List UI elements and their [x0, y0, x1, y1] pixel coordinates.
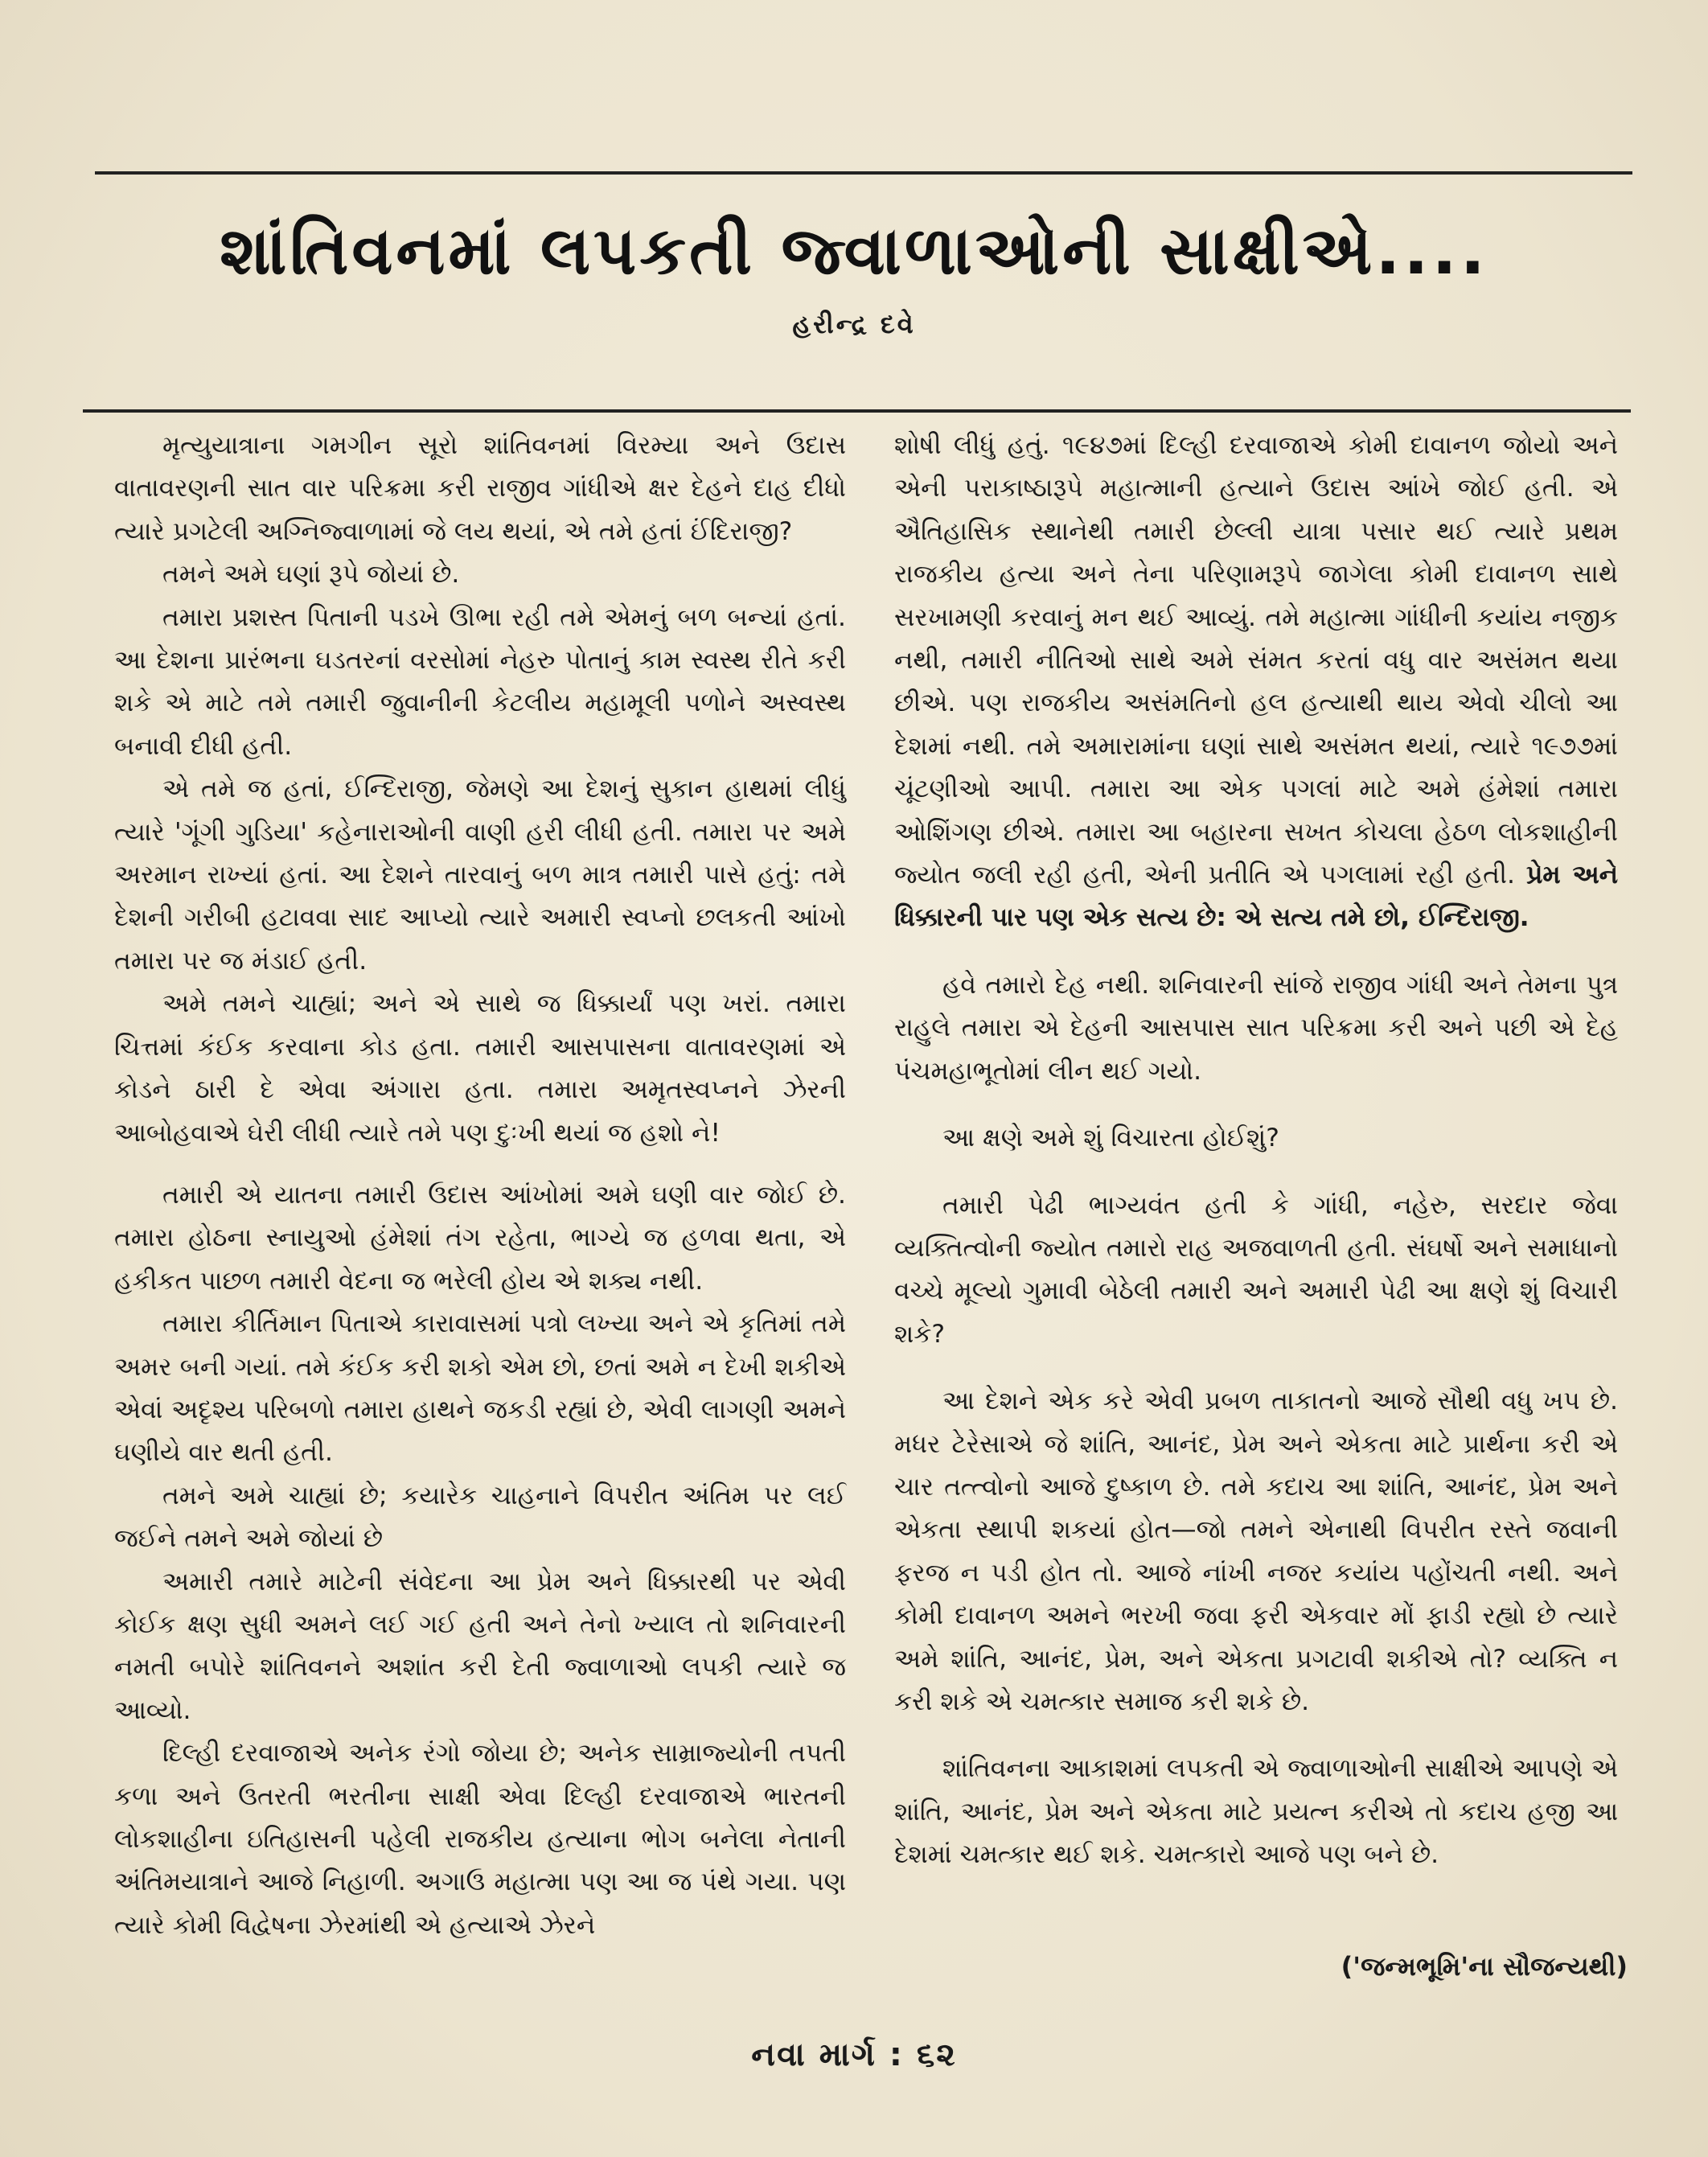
page-footer: નવા માર્ગ : ૬૨	[751, 2036, 957, 2073]
paragraph: અમારી તમારે માટેની સંવેદના આ પ્રેમ અને ધિક્કારથી પર એવી કોઈક ક્ષણ સુધી અમને લઈ ગઈ હતી અને તેનો ખ્યાલ તો શનિવારની નમતી બપોરે શાંતિવનને અશાંત કરી દેતી જ્વાળાઓ લપકી ત્યારે જ આવ્યો.	[114, 1567, 846, 1725]
paragraph: દિલ્હી દરવાજાએ અનેક રંગો જોયા છે; અનેક સામ્રાજ્યોની તપતી કળા અને ઉતરતી ભરતીના સાક્ષી એવા દિલ્હી દરવાજાએ ભારતની લોકશાહીના ઇતિહાસની પહેલી રાજકીય હત્યાના ભોગ બનેલા નેતાની અંતિમયાત્રાને આજે નિહાળી. અગાઉ મહાત્મા પણ આ જ પંથે ગયા. પણ ત્યારે કોમી વિદ્વેષના ઝેરમાંથી એ હત્યાએ ઝેરને	[114, 1739, 846, 1940]
paragraph: એ તમે જ હતાં, ઈન્દિરાજી, જેમણે આ દેશનું સુકાન હાથમાં લીધું ત્યારે 'ગૂંગી ગુડિયા' કહેનારાઓની વાણી હરી લીધી હતી. તમારા પર અમે અરમાન રાખ્યાં હતાં. આ દેશને તારવાનું બળ માત્ર તમારી પાસે હતું: તમે દેશની ગરીબી હટાવવા સાદ આપ્યો ત્યારે અમારી સ્વપ્નો છલકતી આંખો તમારા પર જ મંડાઈ હતી.	[114, 774, 846, 976]
left-column	[114, 425, 846, 1947]
paragraph: તમારા પ્રશસ્ત પિતાની પડખે ઊભા રહી તમે એમનું બળ બન્યાં હતાં. આ દેશના પ્રારંભના ઘડતરનાં વરસોમાં નેહરુ પોતાનું કામ સ્વસ્થ રીતે કરી શકે એ માટે તમે તમારી જુવાનીની કેટલીય મહામૂલી પળોને અસ્વસ્થ બનાવી દીધી હતી.	[114, 602, 846, 761]
article-title: શાંતિવનમાં લપકતી જ્વાળાઓની સાક્ષીએ....	[220, 213, 1488, 290]
header-divider	[83, 409, 1631, 413]
paragraph: તમારી પેઢી ભાગ્યવંત હતી કે ગાંધી, નહેરુ, સરદાર જેવા વ્યક્તિત્વોની જ્યોત તમારો રાહ અજવાળતી હતી. સંઘર્ષો અને સમાધાનો વચ્ચે મૂલ્યો ગુમાવી બેઠેલી તમારી અને અમારી પેઢી આ ક્ષણે શું વિચારી શકે?	[894, 1190, 1618, 1349]
paragraph: શાંતિવનના આકાશમાં લપકતી એ જ્વાળાઓની સાક્ષીએ આપણે એ શાંતિ, આનંદ, પ્રેમ અને એકતા માટે પ્રયત્ન કરીએ તો કદાચ હજી આ દેશમાં ચમત્કાર થઈ શકે. ચમત્કારો આજે પણ બને છે.	[894, 1754, 1618, 1870]
bold-quote: પ્રેમ અને ધિક્કારની પાર પણ એક સત્ય છે: એ સત્ય તમે છો, ઈન્દિરાજી.	[894, 861, 1618, 933]
paragraph: અમે તમને ચાહ્યાં; અને એ સાથે જ ધિક્કાર્યાં પણ ખરાં. તમારા ચિત્તમાં કંઈક કરવાના કોડ હતા. તમારી આસપાસના વાતાવરણમાં એ કોડને ઠારી દે એવા અંગારા હતા. તમારા અમૃતસ્વપ્નને ઝેરની આબોહવાએ ઘેરી લીધી ત્યારે તમે પણ દુઃખી થયાં જ હશો ને!	[114, 989, 846, 1148]
paragraph: તમને અમે ચાહ્યાં છે; કયારેક ચાહનાને વિપરીત અંતિમ પર લઈ જઈને તમને અમે જોયાં છે	[114, 1481, 846, 1554]
paragraph: તમને અમે ઘણાં રૂપે જોયાં છે.	[162, 560, 460, 590]
paragraph: તમારા કીર્તિમાન પિતાએ કારાવાસમાં પત્રો લખ્યા અને એ કૃતિમાં તમે અમર બની ગયાં. તમે કંઈક કરી શકો એમ છો, છતાં અમે ન દેખી શકીએ એવાં અદૃશ્ય પરિબળો તમારા હાથને જકડી રહ્યાં છે, એવી લાગણી અમને ઘણીયે વાર થતી હતી.	[114, 1309, 846, 1468]
paragraph	[894, 425, 1618, 940]
paragraph-text: શોષી લીધું હતું. ૧૯૪૭માં દિલ્હી દરવાજાએ કોમી દાવાનળ જોયો અને એની પરાકાષ્ઠારૂપે મહાત્માની હત્યાને ઉદાસ આંખે જોઈ હતી. એ ઐતિહાસિક સ્થાનેથી તમારી છેલ્લી યાત્રા પસાર થઈ ત્યારે પ્રથમ રાજકીય હત્યા અને તેના પરિણામરૂપે જાગેલા કોમી દાવાનળ સાથે સરખામણી કરવાનું મન થઈ આવ્યું. તમે મહાત્મા ગાંધીની કયાંય નજીક નથી, તમારી નીતિઓ સાથે અમે સંમત કરતાં વધુ વાર અસંમત થયા છીએ. પણ રાજકીય અસંમતિનો હલ હત્યાથી થાય એવો ચીલો આ દેશમાં નથી. તમે અમારામાંના ઘણાં સાથે અસંમત થયાં, ત્યારે ૧૯૭૭માં ચૂંટણીઓ આપી. તમારા આ એક પગલાં માટે અમે હંમેશાં તમારા ઓશિંગણ છીએ. તમારા આ બહારના સખત કોચલા હેઠળ લોકશાહીની જ્યોત જલી રહી હતી, એની પ્રતીતિ એ પગલામાં રહી હતી.	[894, 431, 1618, 890]
paragraph: હવે તમારો દેહ નથી. શનિવારની સાંજે રાજીવ ગાંધી અને તેમના પુત્ર રાહુલે તમારા એ દેહની આસપાસ સાત પરિક્રમા કરી અને પછી એ દેહ પંચમહાભૂતોમાં લીન થઈ ગયો.	[894, 970, 1618, 1086]
paragraph: તમારી એ યાતના તમારી ઉદાસ આંખોમાં અમે ઘણી વાર જોઈ છે. તમારા હોઠના સ્નાયુઓ હંમેશાં તંગ રહેતા, ભાગ્યે જ હળવા થતા, એ હકીકત પાછળ તમારી વેદના જ ભરેલી હોય એ શક્ય નથી.	[114, 1180, 846, 1296]
source-credit: ('જન્મભૂમિ'ના સૌજન્યથી)	[1341, 1951, 1628, 1982]
article-author: હરીન્દ્ર દવે	[792, 309, 916, 339]
right-column	[894, 425, 1618, 1877]
paragraph: આ દેશને એક કરે એવી પ્રબળ તાકાતનો આજે સૌથી વધુ ખપ છે. મધર ટેરેસાએ જે શાંતિ, આનંદ, પ્રેમ અને એકતા માટે પ્રાર્થના કરી એ ચાર તત્ત્વોનો આજે દુષ્કાળ છે. તમે કદાચ આ શાંતિ, આનંદ, પ્રેમ અને એકતા સ્થાપી શકયાં હોત—જો તમને એનાથી વિપરીત રસ્તે જવાની ફરજ ન પડી હોત તો. આજે નાંખી નજર કયાંય પહોંચતી નથી. અને કોમી દાવાનળ અમને ભરખી જવા ફરી એકવાર મોં ફાડી રહ્યો છે ત્યારે અમે શાંતિ, આનંદ, પ્રેમ, અને એકતા પ્રગટાવી શકીએ તો? વ્યક્તિ ન કરી શકે એ ચમત્કાર સમાજ કરી શકે છે.	[894, 1387, 1618, 1716]
paragraph: આ ક્ષણે અમે શું વિચારતા હોઈશું?	[942, 1124, 1279, 1153]
paragraph: મૃત્યુયાત્રાના ગમગીન સૂરો શાંતિવનમાં વિરમ્યા અને ઉદાસ વાતાવરણની સાત વાર પરિક્રમા કરી રાજીવ ગાંધીએ ક્ષર દેહને દાહ દીધો ત્યારે પ્રગટેલી અગ્નિજ્વાળામાં જે લય થયાં, એ તમે હતાં ઈંદિરાજી?	[114, 431, 846, 546]
top-rule	[95, 171, 1632, 175]
